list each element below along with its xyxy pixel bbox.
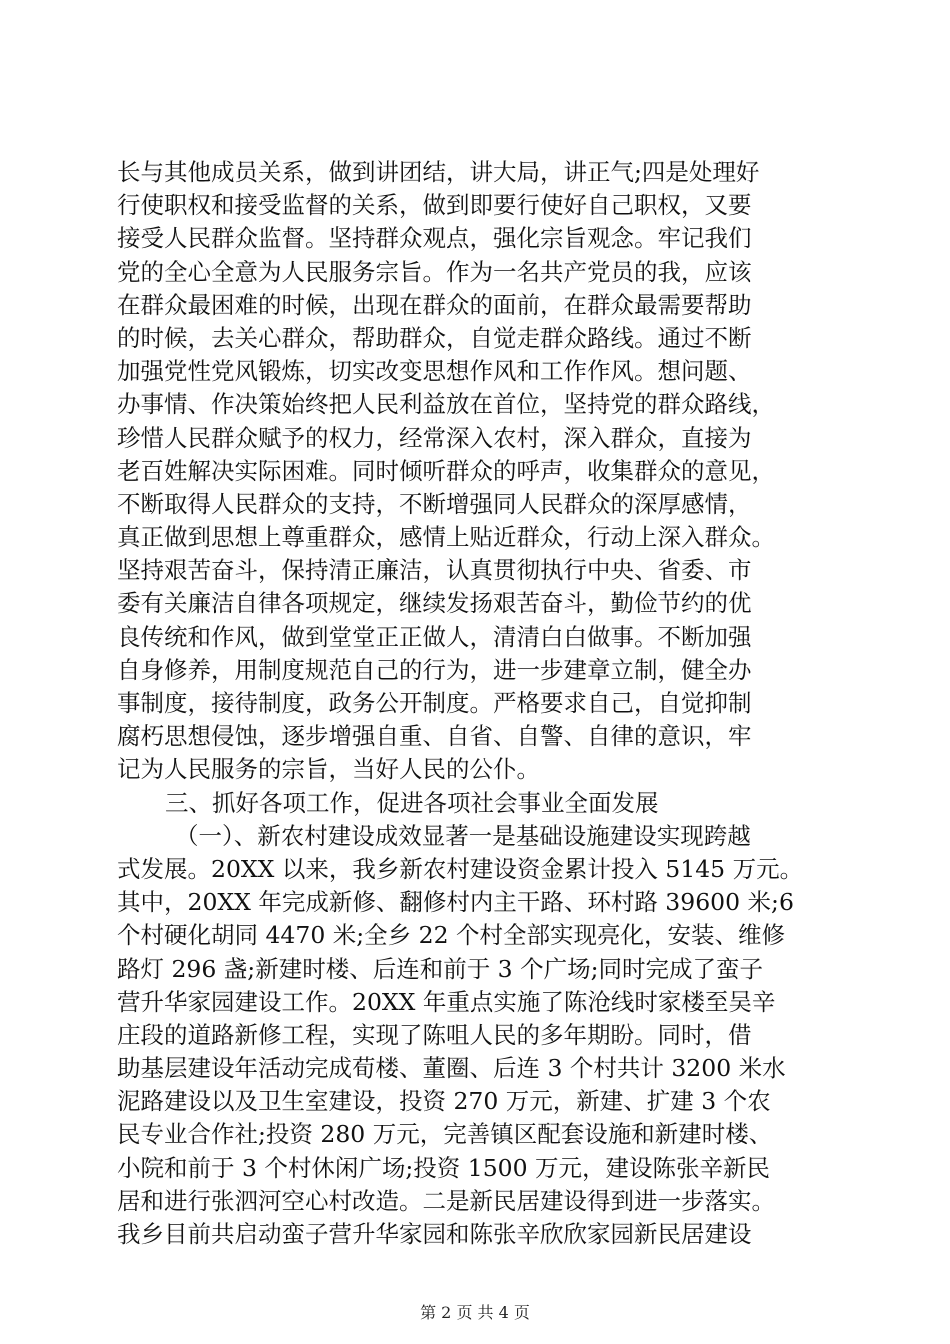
page-number-footer: 第 2 页 共 4 页: [420, 1303, 530, 1322]
text-line: 行使职权和接受监督的关系，做到即要行使好自己职权，又要: [117, 191, 752, 220]
text-line: 路灯 296 盏;新建时楼、后连和前于 3 个广场;同时完成了蛮子: [117, 954, 764, 983]
text-line: 办事情、作决策始终把人民利益放在首位，坚持党的群众路线，: [117, 390, 775, 419]
text-line: 坚持艰苦奋斗，保持清正廉洁，认真贯彻执行中央、省委、市: [117, 556, 752, 585]
text-line: 委有关廉洁自律各项规定，继续发扬艰苦奋斗，勤俭节约的优: [117, 589, 752, 618]
text-line: 营升华家园建设工作。20XX 年重点实施了陈沧线时家楼至吴辛: [117, 987, 776, 1016]
text-line: 助基层建设年活动完成荀楼、董圈、后连 3 个村共计 3200 米水: [117, 1054, 786, 1083]
text-line: 接受人民群众监督。坚持群众观点，强化宗旨观念。牢记我们: [117, 224, 752, 253]
text-line: 党的全心全意为人民服务宗旨。作为一名共产党员的我，应该: [117, 257, 752, 286]
text-line: 事制度，接待制度，政务公开制度。严格要求自己，自觉抑制: [117, 689, 752, 717]
text-line: 记为人民服务的宗旨，当好人民的公仆。: [117, 755, 540, 784]
document-body: [117, 156, 837, 1251]
text-line: 居和进行张泗河空心村改造。二是新民居建设得到进一步落实。: [117, 1186, 775, 1215]
section-heading: 三、抓好各项工作，促进各项社会事业全面发展: [165, 788, 659, 817]
text-line: 泥路建设以及卫生室建设，投资 270 万元，新建、扩建 3 个农: [117, 1087, 771, 1116]
text-line: 其中，20XX 年完成新修、翻修村内主干路、环村路 39600 米;6: [117, 888, 794, 917]
text-line: 小院和前于 3 个村休闲广场;投资 1500 万元，建设陈张辛新民: [117, 1153, 771, 1182]
text-line: 个村硬化胡同 4470 米;全乡 22 个村全部实现亮化，安装、维修: [117, 921, 786, 950]
text-line: 珍惜人民群众赋予的权力，经常深入农村，深入群众，直接为: [117, 423, 752, 452]
text-line: 自身修养，用制度规范自己的行为，进一步建章立制，健全办: [117, 655, 752, 684]
text-line: 不断取得人民群众的支持，不断增强同人民群众的深厚感情，: [117, 489, 752, 518]
text-line: 长与其他成员关系，做到讲团结，讲大局，讲正气;四是处理好: [117, 158, 760, 186]
text-line: 真正做到思想上尊重群众，感情上贴近群众，行动上深入群众。: [117, 523, 775, 552]
text-line: 腐朽思想侵蚀，逐步增强自重、自省、自警、自律的意识，牢: [117, 722, 752, 751]
text-line: 在群众最困难的时候，出现在群众的面前，在群众最需要帮助: [117, 290, 752, 319]
text-line: 我乡目前共启动蛮子营升华家园和陈张辛欣欣家园新民居建设: [117, 1220, 752, 1248]
text-line: 民专业合作社;投资 280 万元，完善镇区配套设施和新建时楼、: [117, 1120, 773, 1149]
text-line: 式发展。20XX 以来，我乡新农村建设资金累计投入 5145 万元。: [117, 854, 804, 883]
text-line: 加强党性党风锻炼，切实改变思想作风和工作作风。想问题、: [117, 357, 752, 386]
text-line: 良传统和作风，做到堂堂正正做人，清清白白做事。不断加强: [117, 622, 752, 651]
text-line: 庄段的道路新修工程，实现了陈咀人民的多年期盼。同时，借: [117, 1020, 752, 1049]
text-line: 老百姓解决实际困难。同时倾听群众的呼声，收集群众的意见，: [117, 456, 775, 485]
text-line: 的时候，去关心群众，帮助群众，自觉走群众路线。通过不断: [117, 323, 752, 352]
subsection-heading: （一）、新农村建设成效显著一是基础设施建设实现跨越: [175, 821, 751, 850]
